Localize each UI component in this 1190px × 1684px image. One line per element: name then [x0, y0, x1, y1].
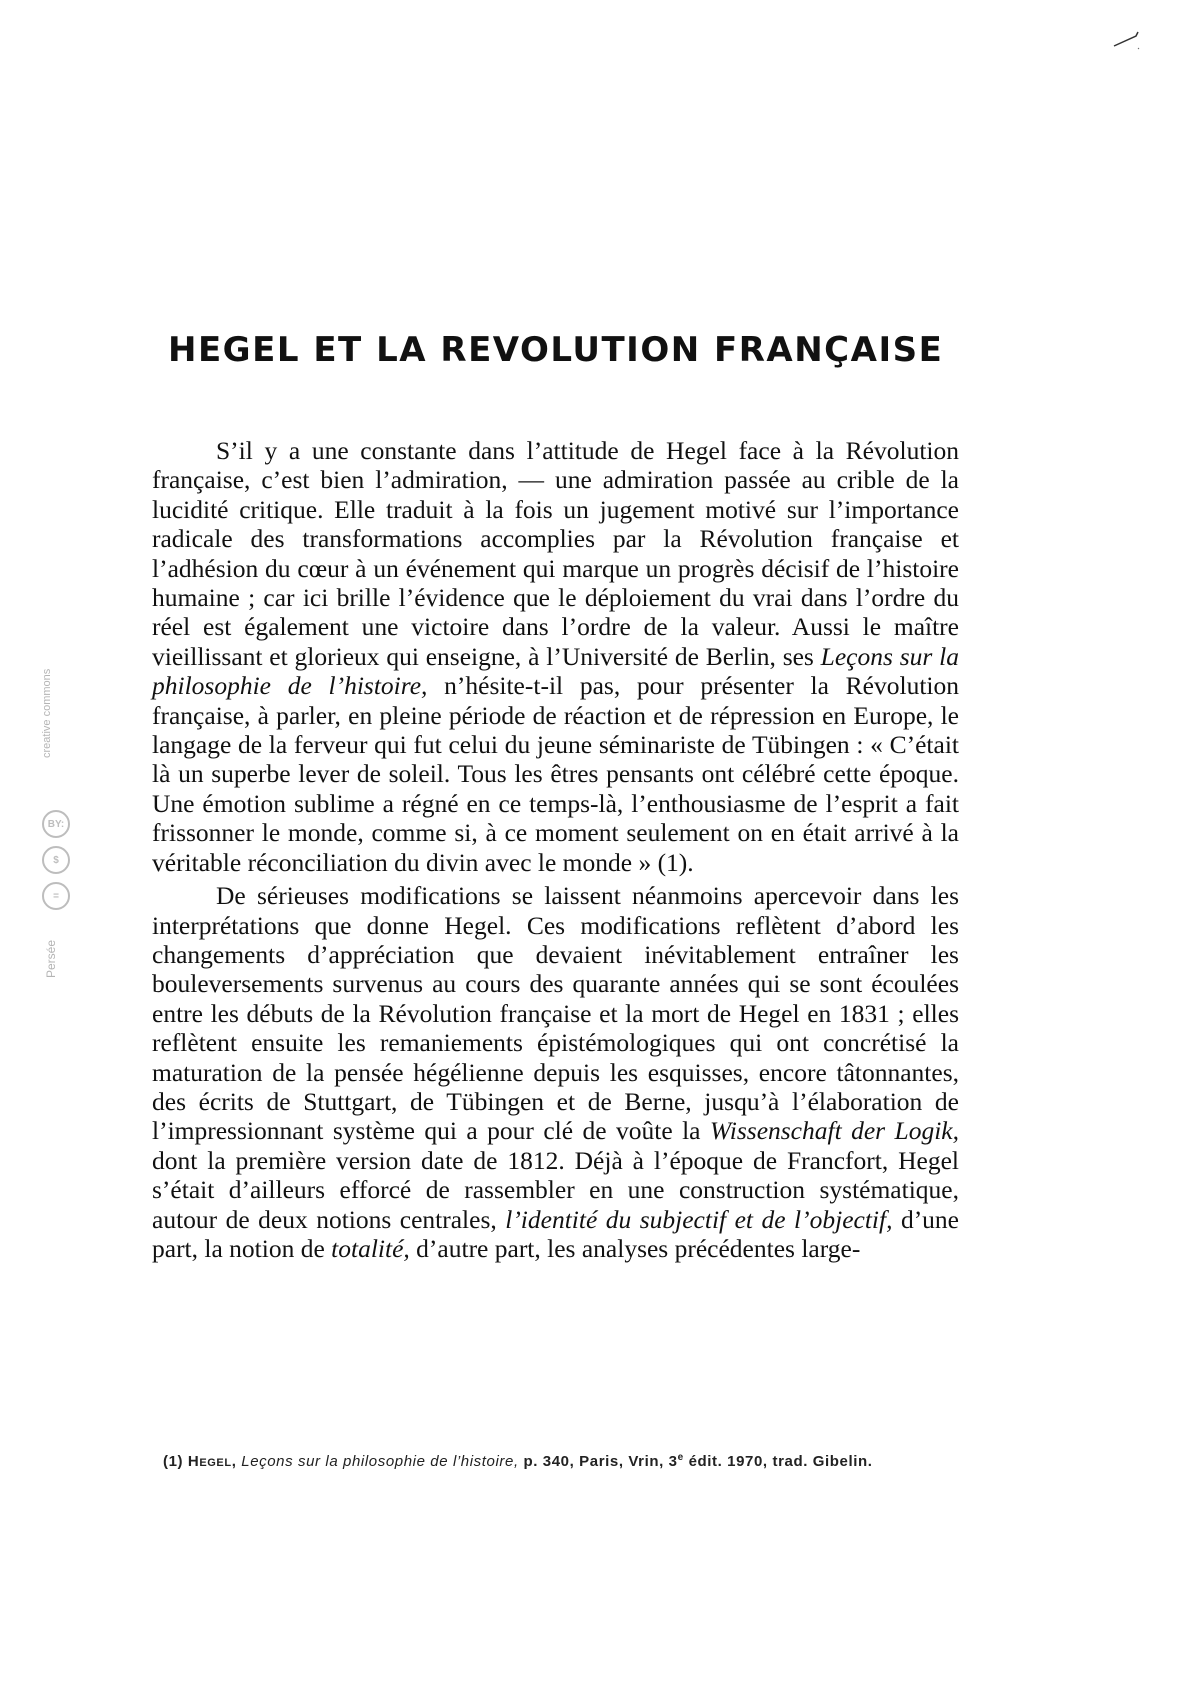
cc-equals-icon: = [42, 882, 70, 910]
paragraph-2-text-c: d’une part, la notion de [152, 1204, 960, 1263]
persee-label: Persée [44, 939, 58, 978]
article-body [152, 436, 959, 1263]
footnote-details-a: p. 340, Paris, Vrin, 3 [518, 1453, 678, 1470]
creative-commons-label: creative commons [41, 668, 53, 758]
footnote-work-title: Leçons sur la philosophie de l’histoire, [241, 1453, 519, 1470]
footnote-marker: (1) [163, 1453, 188, 1470]
footnote [163, 1447, 963, 1473]
page-title: HEGEL ET LA REVOLUTION FRANÇAISE [168, 330, 944, 370]
footnote-separator: , [231, 1453, 242, 1470]
paragraph-1-text-a: S’il y a une constante dans l’attitude de Hegel face à la Révolution française, c’est bien l’admiration, — une admiration passée au crible de la lucidité critique. Elle traduit à la fois un jugement motivé sur l’importance radicale des transformations accomplies par la Révolution française et l’adhésion du cœur à un événement qui marque un progrès décisif de l’histoire humaine ; car ici brille l’évidence que le déploiement du vrai dans l’ordre du réel est également une victoire dans l’ordre de la valeur. Aussi le maître vieillissant et glorieux qui enseigne, à l’Université de Berlin, ses [152, 436, 959, 671]
footnote-edition-sup: e [677, 1452, 684, 1463]
scan-mark-icon [1108, 26, 1148, 66]
scan-artifact-mark [1108, 26, 1148, 66]
paragraph-2-italic-identity: l’identité du subjectif et de l’objectif, [505, 1204, 893, 1234]
cc-sharealike-icon: $ [42, 846, 70, 874]
footnote-details-b: édit. 1970, trad. Gibelin. [683, 1453, 873, 1470]
paragraph-1-italic-title: Leçons sur la philosophie de l’histoire, [152, 641, 959, 701]
paragraph-2-italic-work: Wissenschaft der Logik, [709, 1116, 959, 1146]
paragraph-1-text-b: n’hésite-t-il pas, pour présenter la Révolution française, à parler, en pleine période de réaction et de répression en Europe, le langage de la ferveur qui fut celui du jeune séminariste de Tübingen : « C’était là un superbe lever de soleil. Tous les êtres pensants ont célébré cette époque. Une émotion sublime a régné en ce temps-là, l’enthousiasme de l’esprit a fait frissonner le monde, comme si, à ce moment seulement on en était arrivé à la véritable réconciliation du divin avec le monde » (1). [152, 671, 959, 877]
license-badge[interactable] [38, 668, 74, 980]
paragraph-2-text-a: De sérieuses modifications se laissent néanmoins apercevoir dans les interprétations que donne Hegel. Ces modifications reflètent d’abord les changements d’appréciation que devaient inévitablement entraîner les bouleversements survenus au cours des quarante années qui se sont écoulées entre les débuts de la Révolution française et la mort de Hegel en 1831 ; elles reflètent ensuite les remaniements épistémologiques qui ont concrétisé la maturation de la pensée hégélienne depuis les esquisses, encore tâtonnantes, des écrits de Stuttgart, de Tübingen et de Berne, jusqu’à l’élaboration de l’impressionnant système qui a pour clé de voûte la [152, 881, 959, 1146]
paragraph-2-text-b: dont la première version date de 1812. Déjà à l’époque de Francfort, Hegel s’était d’ailleurs efforcé de rassembler en une construction systématique, autour de deux notions centrales, [152, 1145, 959, 1234]
paragraph-2 [152, 881, 959, 1263]
footnote-author: Hegel [187, 1453, 232, 1470]
cc-by-icon: BY: [42, 810, 70, 838]
paragraph-2-text-d: d’autre part, les analyses précédentes large- [409, 1233, 861, 1263]
paragraph-1 [152, 436, 959, 877]
paragraph-2-italic-totality: totalité, [331, 1233, 410, 1263]
